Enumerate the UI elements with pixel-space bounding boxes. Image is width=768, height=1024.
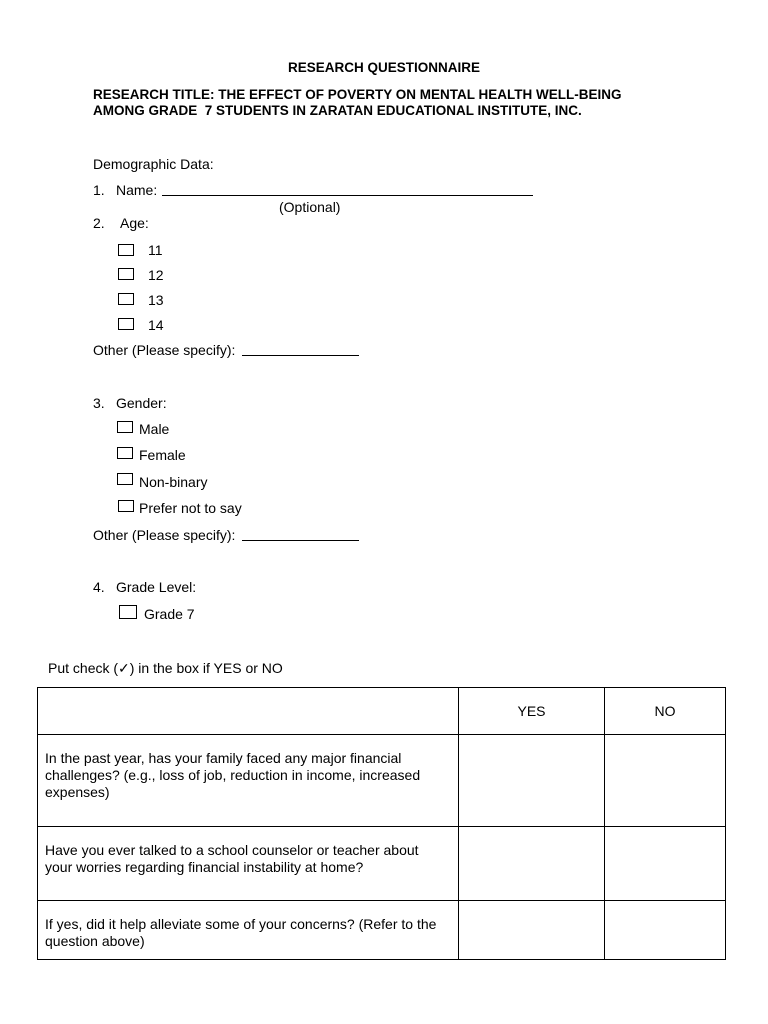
table-header-row (38, 688, 726, 735)
age-11-checkbox[interactable] (118, 244, 134, 256)
q1-label: Name: (116, 182, 158, 198)
research-title-line-2: AMONG GRADE 7 STUDENTS IN ZARATAN EDUCATIONAL INSTITUTE, INC. (93, 103, 582, 118)
gender-prefer-not-checkbox[interactable] (118, 500, 134, 512)
no-answer-cell[interactable] (605, 827, 726, 901)
age-12-checkbox[interactable] (118, 268, 134, 280)
q2-number: 2. (93, 215, 105, 231)
q4-number: 4. (93, 579, 105, 595)
table-row (38, 735, 726, 827)
age-other-input-line[interactable] (242, 355, 359, 356)
page-title: RESEARCH QUESTIONNAIRE (287, 60, 481, 75)
table-row (38, 901, 726, 960)
age-option-13: 13 (148, 292, 164, 308)
gender-male-checkbox[interactable] (117, 421, 133, 433)
gender-option-male: Male (139, 421, 170, 437)
research-title (93, 87, 622, 119)
demographic-heading: Demographic Data: (93, 156, 214, 172)
yes-answer-cell[interactable] (459, 827, 605, 901)
question-text: In the past year, has your family faced any major financial challenges? (e.g., loss of job, reduction in income, increased expenses) (45, 750, 421, 800)
gender-nonbinary-checkbox[interactable] (117, 473, 133, 485)
gender-option-prefer-not: Prefer not to say (139, 500, 242, 516)
question-cell (38, 735, 459, 827)
gender-female-checkbox[interactable] (117, 447, 133, 459)
q3-number: 3. (93, 395, 105, 411)
question-cell (38, 827, 459, 901)
header-question-cell (38, 688, 459, 735)
table-row (38, 827, 726, 901)
yes-answer-cell[interactable] (459, 901, 605, 960)
question-cell (38, 901, 459, 960)
gender-option-female: Female (139, 447, 186, 463)
checklist-instruction: Put check (✓) in the box if YES or NO (48, 660, 283, 676)
no-answer-cell[interactable] (605, 735, 726, 827)
gender-other-label: Other (Please specify): (93, 527, 236, 543)
name-input-line[interactable] (162, 195, 533, 196)
q3-label: Gender: (116, 395, 167, 411)
gender-other-input-line[interactable] (242, 540, 359, 541)
research-title-line-1: RESEARCH TITLE: THE EFFECT OF POVERTY ON MENTAL HEALTH WELL-BEING (93, 87, 622, 102)
q1-number: 1. (93, 182, 105, 198)
yes-answer-cell[interactable] (459, 735, 605, 827)
no-answer-cell[interactable] (605, 901, 726, 960)
q1-optional-note: (Optional) (279, 199, 341, 215)
question-text: Have you ever talked to a school counselor or teacher about your worries regarding financial instability at home? (45, 842, 419, 875)
q2-label: Age: (120, 215, 149, 231)
gender-option-nonbinary: Non-binary (139, 474, 208, 490)
header-yes: YES (459, 688, 605, 735)
age-other-label: Other (Please specify): (93, 342, 236, 358)
q4-label: Grade Level: (116, 579, 197, 595)
header-no: NO (605, 688, 726, 735)
checklist-table (37, 687, 726, 960)
age-14-checkbox[interactable] (118, 318, 134, 330)
age-option-12: 12 (148, 267, 164, 283)
grade-7-checkbox[interactable] (119, 605, 137, 619)
age-option-11: 11 (148, 242, 163, 258)
question-text: If yes, did it help alleviate some of your concerns? (Refer to the question above) (45, 916, 437, 949)
grade-option-7: Grade 7 (144, 606, 195, 622)
age-13-checkbox[interactable] (118, 293, 134, 305)
age-option-14: 14 (148, 317, 164, 333)
